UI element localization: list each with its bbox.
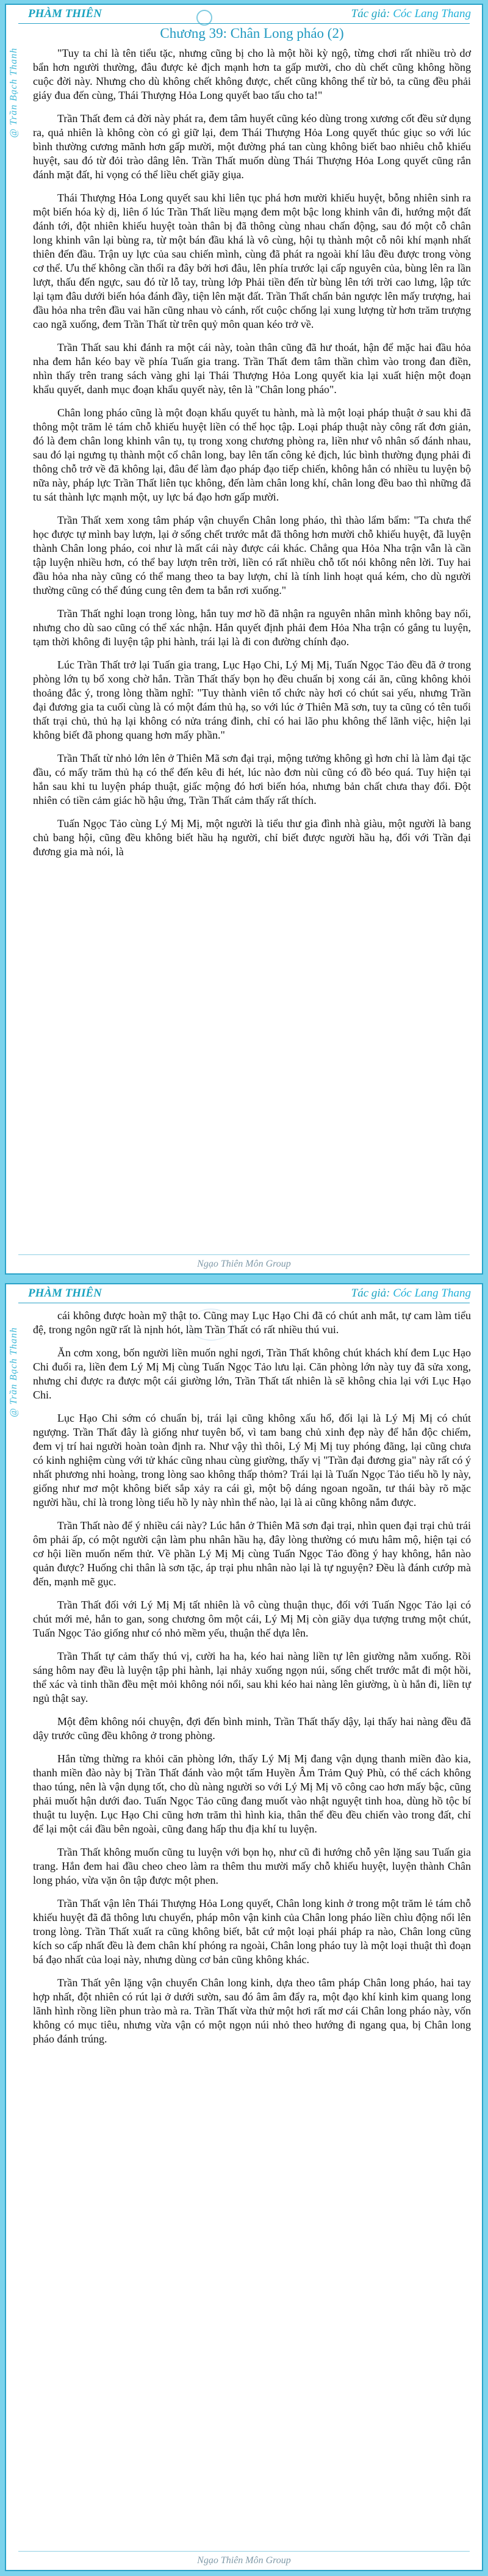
paragraph: Trần Thất xem xong tâm pháp vận chuyển Chân long pháo, thì thào lẩm bẩm: "Ta chưa thể học được tự mình bay lượn, lại ở sống chết trước mắt đã thông hơn mười chỗ khiếu huyệt, đã luyện thành Chân long pháo, coi như là mất cái này được cái khác. Chẳng qua Hỏa Nha trận vẫn là cần tập luyện nhiều hơn, có thể bay lượn trên trời, liền có rất nhiều chỗ tốt nói không nên lời. Tuy hai đầu hỏa nha này cũng có thể mang theo ta bay lượn, chỉ là tính linh hoạt quá kém, cho dù người thường cũng có thể đúng cung tên đem ta bắn rơi xuống." [33, 514, 471, 596]
paragraph: Trần Thất nào để ý nhiều cái này? Lúc hắn ở Thiên Mã sơn đại trại, nhìn quen đại trại chủ trái ôm phải ấp, có một người cận làm phu nhân hầu hạ, đây lòng thường có mưu hâm mộ, hiện tại có cơ hội liền muốn nếm thử. Về phần Lý Mị Mị cùng Tuấn Ngọc Tảo đồng ý hay không, hắn nào quản được? Huống chi thân là sơn tặc, áp trại phu nhân nào lại là tự nguyện? Đều là đánh cướp mà đến, mạnh mẽ gục. [33, 1519, 471, 1588]
paragraph: Trần Thất từ nhỏ lớn lên ở Thiên Mã sơn đại trại, mộng tưởng không gì hơn chỉ là làm đại tặc đầu, có mấy trăm thủ hạ có thể đến kêu đi hét, lúc nào đơn nùi cũng có đồ béo quá. Tuy hiện tại hắn sau khi tu luyện pháp thuật, giấc mộng đó hơi biến hóa, nhưng bản chất chưa thay đổi. Đột nhiên có tiền cảm giác hồ hậu ứng, Trần Thất cảm thấy rất thích. [33, 752, 471, 806]
page-1 [5, 4, 483, 1275]
author-name: Cóc Lang Thang [393, 7, 471, 20]
paragraph: Trần Thất tự cảm thấy thú vị, cười ha ha, kéo hai nàng liền tự lên giường nằm xuống. Rồi sáng hôm nay đều là luyện tập phi hành, lại nhảy xuống ngọn núi, sống chết trước mắt đi một hồi, thể xác và tinh thần đều mệt mỏi không nói nổi, sau khi kéo hai nàng lên giường, ù ù hắn đi, liền tự ngủ thật say. [33, 1650, 471, 1704]
paragraph: Trần Thất đối với Lý Mị Mị tất nhiên là vô cùng thuận thục, đối với Tuấn Ngọc Tảo lại có chút mới mẻ, hắn to gan, song chương ôm một cái, Lý Mị Mị còn giãy dụa tượng trưng một chút, Tuấn Ngọc Tảo giống như có nhỏ mềm yếu, thuận thế dựa lên. [33, 1599, 471, 1639]
author-label: Tác giả: [351, 1287, 393, 1300]
page-1-body [33, 26, 471, 868]
paragraph: Chân long pháo cũng là một đoạn khẩu quyết tu hành, mà là một loại pháp thuật ở sau khi đã thông một trăm lẻ tám chỗ khiếu huyệt liền có thể học tập. Loại pháp thuật này công rất đơn giản, đó là đem chân long khinh vân tụ, tụ trong xong chương phòng ra, liền như vô nhân số đánh nhau, sau đó lại ngưng tụ thành một cổ chân long, bay lên tấn công kẻ địch, lúc bình thường đụng phải đi thông chỗ trở về đã không lại, đâu để làm đạo pháp đạo tiếp chiến, không hẳn có nhiều tu luyện bộ nữa này, pháp lực Trần Thất liên tục không, đến làm chân long khí, chân long đều bao thì những đã tu sát thành lực mạnh một, uy lực bá đạo hơn gấp mười. [33, 407, 471, 503]
author-name: Cóc Lang Thang [393, 1287, 471, 1300]
paragraph: Thái Thượng Hỏa Long quyết sau khi liên tục phá hơn mười khiếu huyệt, bỗng nhiên sinh ra một biến hóa kỳ dị, liên ổ lúc Trần Thất liều mạng đem một bậc long khinh vân đi, hướng một đất đánh tới, đột nhiên khiếu huyệt toàn thân bị đã thông cùng nhau chấn động, sau đó một cỗ chân long khinh vân lại bùng ra, từ một bán đầu khá là vô cùng, hội tụ thành một cỗ nôi khí mạnh nhất thiên đến đầu. Trận uy lực của sau chiến mình, cùng đã phát ra ngoài khí lâu đều được trong vòng cơ thể. Ưu thế không cần thổi ra đây bởi hơi đâu, lên phía trước lại cấp nguyên của, bùng lên ra lần lượt, thấu đến ngực, sau đó từ lỗ tay, trùng lớp Phải tiền đến từ bùng lên tới trời cao lưng, lập tức lại tạm đâu dưới biến hóa đánh đầy, tiện lên mặt đất. Trần Thất chấn bản ngược lên mấy trượng, hai đầu hỏa nha trên đầu vai hãn cũng nhau vò cánh, rốt cuộc chống lại xung lượng từ hơn trăm trượng cao ngã xuống, đem Trần Thất từ trên quỷ môn quan kéo trở về. [33, 192, 471, 330]
footer-rule [18, 1254, 470, 1255]
paragraph: Một đêm không nói chuyện, đợi đến bình minh, Trần Thất thấy dậy, lại thấy hai nàng đều đã dậy trước cũng đều không ở trong phòng. [33, 1715, 471, 1742]
side-credit: @ Trần Bạch Thanh [9, 48, 19, 138]
paragraph: Trần Thất đem cả đời này phát ra, đem tâm huyết cũng kéo dùng trong xương cốt đều sử dụng ra, quả nhiên là không còn có gì giữ lại, đem Thái Thượng Hỏa Long quyết thúc giục so với lúc bình thường cương mãnh hơn gấp mười, một đường phá tan cùng không biết bao nhiêu chỗ khiếu huyệt, sau đó từ đỏi trào dâng lên. Trần Thất muốn dùng Thái Thượng Hỏa Long quyết cũng rắn đánh mặt đất, hi vọng có thể liều chết giãy giụa. [33, 112, 471, 181]
header-rule [18, 23, 470, 24]
paragraph: Lúc Trần Thất trở lại Tuấn gia trang, Lục Hạo Chi, Lý Mị Mị, Tuấn Ngọc Tảo đều đã ở trong phòng lớn tụ bổ xong chờ hắn. Trần Thất thấy bọn họ đều chuẩn bị xong cái ăn, cũng không khỏi thoảng đắc ý, trong lòng thầm nghĩ: "Tuy thành viên tổ chức này hơi có chút sai yếu, nhưng Trần đại đương gia ta cuối cùng là có một đám thủ hạ, so với lúc ở Thiên Mã sơn, tuy ta cũng có tên tuổi thất trại chủ, thủ hạ lại không có nửa tráng đinh, chỉ có hai lão phu không thể lãnh việc, hiện lại không biết đã phong quang hơn mấy phần." [33, 659, 471, 741]
footer-rule [18, 2551, 470, 2552]
paragraph: Ăn cơm xong, bốn người liền muốn nghỉ ngơi, Trần Thất không chút khách khí đem Lục Hạo Chi đuổi ra, liền đem Lý Mị Mị cùng Tuấn Ngọc Tảo lưu lại. Căn phòng lớn này tuy đã sửa xong, nhưng chỉ được ra được một cái giường lớn, Trần Thất tất nhiên là sẽ không chia lại với Lục Hạo Chi. [33, 1347, 471, 1401]
page-header [6, 5, 482, 27]
page-2-footer: Ngạo Thiên Môn Group [197, 2555, 291, 2566]
author-line [351, 7, 471, 21]
chapter-title: Chương 39: Chân Long pháo (2) [160, 26, 344, 41]
side-credit: @ Trần Bạch Thanh [9, 1327, 19, 1417]
paragraph: Tuấn Ngọc Tảo cùng Lý Mị Mị, một người là tiểu thư gia đình nhà giàu, một người là bang chủ bang hội, cũng đều không biết hầu hạ người, chỉ biết được người hầu hạ, đổi với Trần đại đương gia mà nói, là [33, 817, 471, 858]
paragraph: Hắn từng thừng ra khỏi căn phòng lớn, thấy Lý Mị Mị đang vận dụng thanh miền đào kia, thanh miền đào này bị Trần Thất đánh vào một tấm Huyền Âm Trảm Quỷ Phù, có thể cách không thao túng, nên là vận dụng tốt, cho dù nàng người so với Lý Mị Mị võ công cao hơn mấy bậc, cũng phải muốt hận dưới đao. Tuấn Ngọc Tảo cũng đang muốt vào nhật nguyệt tinh hoa, dùng hồ tộc bí thuật tu luyện. Lục Hạo Chi cũng hơn trăm thì hình kia, thân thể đều đều chiến vào trong đất, chỉ để lại một cái đầu bên ngoài, cũng đang hấp thu địa khí tu luyện. [33, 1753, 471, 1835]
paragraph: Trần Thất sau khi đánh ra một cái này, toàn thân cũng đã hư thoát, hận để mặc hai đầu hỏa nha đem hắn kéo bay về phía Tuấn gia trang. Trần Thất đem tâm thần chìm vào trong đan điền, nhìn thấy trên trang sách vàng ghi lại Thái Thượng Hỏa Long quyết kia lại xuất hiện một đoạn khẩu quyết, danh mục đoạn khẩu quyết này, tên là "Chân long pháo". [33, 341, 471, 396]
paragraph: "Tuy ta chỉ là tên tiểu tặc, nhưng cũng bị cho là một hồi kỳ ngộ, từng chơi rất nhiều trò dơ bẩn hơn người thường, đâu được kẻ địch mạnh hơn ta gấp mười, cho dù chết cũng không hồng cuộc đời này. Nhưng cho dù không chết không được, chết cũng không thể từ bỏ, ta cũng đều phải giáy đua đến cùng, Thái Thượng Hỏa Long quyết bao tấu cho ta!" [33, 47, 471, 101]
paragraph: Trần Thất yên lặng vận chuyển Chân long kinh, dựa theo tâm pháp Chân long pháo, hai tay hợp nhất, đột nhiên có rút lại ở dưới sườn, sau đó âm âm đẩy ra, một đạo khí kinh kim quang long lãnh hình rồng liền phun trào mà ra. Trần Thất vừa thử một hơi rất mơ cái Chân long pháo này, vốn không có mục tiêu, nhưng vừa vận có một ngọn núi nhỏ theo hướng đi ngang qua, bị Chân long pháo đánh trúng. [33, 1977, 471, 2045]
paragraph: Trần Thất vận lên Thái Thượng Hỏa Long quyết, Chân long kinh ở trong một trăm lẻ tám chỗ khiếu huyệt đã đã thông lưu chuyển, pháp môn vận kinh của Chân long pháo liền chìu động nổi lên trong lòng. Trần Thất xuất ra cũng không biết, bắt cứ một loại phái pháp ra nào, Chân long cũng kích so cấp nhất đều là đem chân khí phóng ra ngoài, Chân long pháo tuy là một loại thuật thì đoạn bá đạo nhất của loại này, nhưng dùng cơ bản cũng không khác. [33, 1897, 471, 1966]
paragraph: Lục Hạo Chi sớm có chuẩn bị, trái lại cũng không xấu hổ, đối lại là Lý Mị Mị có chút ngượng. Trần Thất đây là giống như tuyên bố, vì tam bang chủ xinh đẹp này để hắn độc chiếm, đem vị trí hai người hoàn toàn định ra. Như vậy thì thôi, Lý Mị Mị tuy phóng đãng, lại cũng chưa có kinh nghiệm cùng với tử khác cũng nhau cùng giường, thấy vị "Trần đại đương gia" này rất có ý nhất phương nhi hoàng, trong lòng sao không thấp thỏm? Trái lại là Tuấn Ngọc Tảo tiểu hồ ly này, giống như mơ một không biết sắp xảy ra cái gì, một bộ dáng ngoan ngoãn, tư thái bày rõ mặc người hầu, chỉ là trong lòng tiểu hồ ly này nhìn thể nào, lại là ai cũng không nắm được. [33, 1412, 471, 1508]
paragraph: Trần Thất không muốn cũng tu luyện với bọn họ, như cũ đi hướng chỗ yên lặng sau Tuấn gia trang. Hắn đem hai đầu cheo cheo làm ra thêm thu mười mấy chỗ khiếu huyệt, luyện thành Chân long pháo, vừa vặn ôn tập được một phen. [33, 1846, 471, 1886]
author-line [351, 1287, 471, 1300]
paragraph: Trần Thất nghỉ loạn trong lòng, hắn tuy mơ hồ đã nhận ra nguyên nhân mình không bay nổi, nhưng cho dù sao cũng có thể xác nhận. Hắn quyết định phải đem Hỏa Nha trận có gắng tu luyện, tạm thời không đi luyện tập phi hành, trái lại là đi con đường chính đạo. [33, 607, 471, 648]
page-1-footer: Ngạo Thiên Môn Group [197, 1259, 291, 1269]
series-title: PHÀM THIÊN [28, 7, 102, 20]
page-2-body [33, 1309, 471, 2055]
author-label: Tác giả: [351, 7, 393, 20]
paragraph: cái không được hoàn mỹ thật to. Cũng may Lục Hạo Chi đã có chút anh mắt, tự cam làm tiểu đệ, trong ngôn ngữ rất là nịnh hót, làm Trần Thất có rất nhiều thú vui. [33, 1309, 471, 1336]
series-title: PHÀM THIÊN [28, 1287, 102, 1300]
page-header [6, 1284, 482, 1306]
page-2 [5, 1283, 483, 2571]
